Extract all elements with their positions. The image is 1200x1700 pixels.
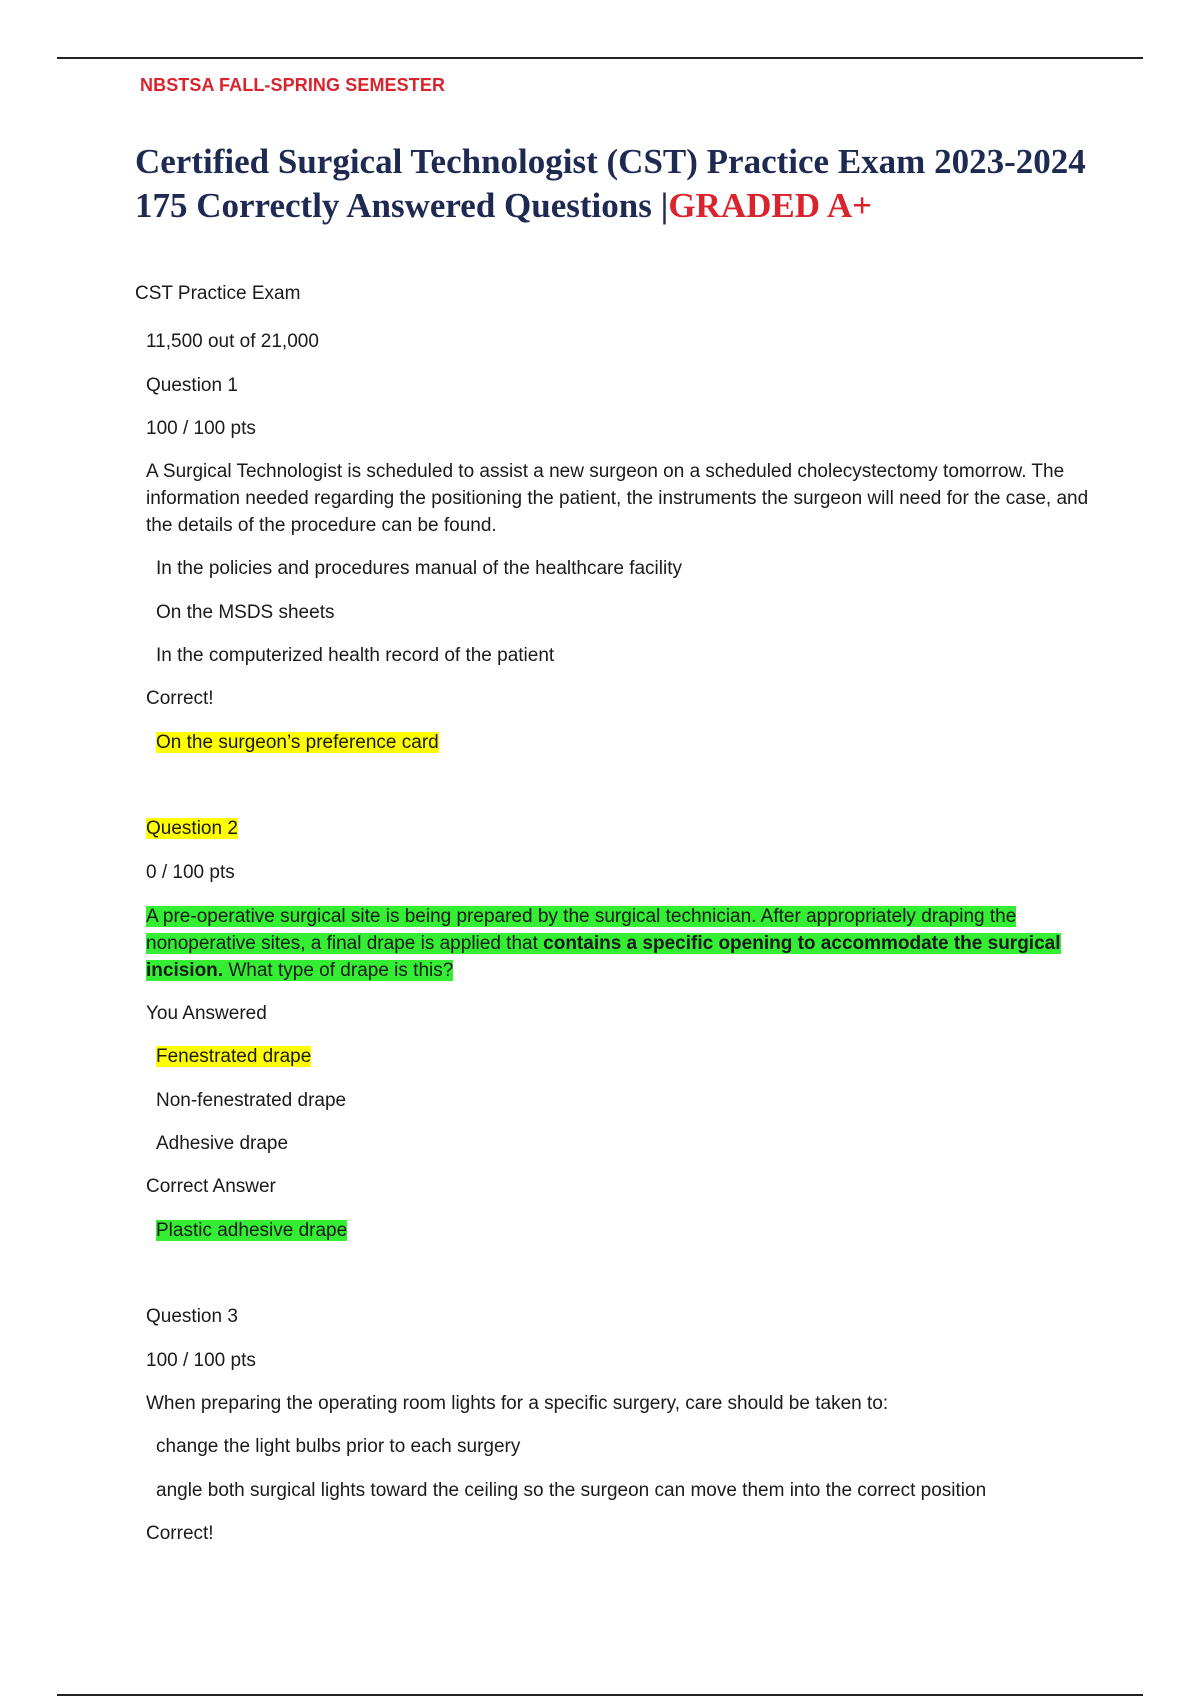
question-2-text-part2: What type of drape is this? (223, 960, 454, 981)
answered-option-highlight: Fenestrated drape (156, 1046, 312, 1067)
question-3-option-1: change the light bulbs prior to each surgery (156, 1436, 521, 1457)
question-1-text: A Surgical Technologist is scheduled to assist a new surgeon on a scheduled cholecystectomy tomorrow. The information needed regarding the positioning the patient, the instruments the surgeon will need for the case, and the details of the procedure can be found. (146, 461, 1089, 536)
top-rule (57, 57, 1143, 59)
question-2-text-bold: contains a specific opening to accommodate the surgical incision. (146, 933, 1061, 981)
question-2-text (146, 903, 1091, 984)
question-2-label (146, 817, 238, 841)
question-1-label: Question 1 (146, 375, 238, 396)
correct-option-highlight: On the surgeon’s preference card (156, 732, 439, 753)
semester-header: NBSTSA FALL-SPRING SEMESTER (140, 75, 446, 95)
question-2-text-highlight (146, 906, 1061, 981)
question-2-option-1: Non-fenestrated drape (156, 1090, 347, 1111)
question-1-result: Correct! (146, 688, 214, 709)
question-2-correct-option (156, 1219, 347, 1243)
question-2-answered-option (156, 1045, 311, 1069)
exam-score: 11,500 out of 21,000 (146, 331, 319, 352)
page-title (135, 140, 1095, 228)
question-1-option-1: In the policies and procedures manual of the healthcare facility (156, 558, 682, 579)
question-2-answered-label: You Answered (146, 1003, 267, 1024)
question-2-points: 0 / 100 pts (146, 862, 235, 883)
question-1-option-2: On the MSDS sheets (156, 602, 335, 623)
correct-option-highlight: Plastic adhesive drape (156, 1220, 348, 1241)
question-2-correct-label: Correct Answer (146, 1176, 276, 1197)
title-grade: GRADED A+ (668, 186, 873, 225)
question-2-text-part1: A pre-operative surgical site is being prepared by the surgical technician. After appropriately draping the nonoperative sites, a final drape is applied that (146, 906, 1017, 954)
question-3-label: Question 3 (146, 1306, 238, 1327)
question-3-text: When preparing the operating room lights for a specific surgery, care should be taken to: (146, 1393, 889, 1414)
title-main: Certified Surgical Technologist (CST) Practice Exam 2023-2024 175 Correctly Answered Questions | (135, 142, 1086, 225)
question-1-points: 100 / 100 pts (146, 418, 256, 439)
question-2-option-2: Adhesive drape (156, 1133, 289, 1154)
question-1-option-3: In the computerized health record of the patient (156, 645, 555, 666)
exam-name: CST Practice Exam (135, 283, 301, 304)
question-3-result: Correct! (146, 1523, 214, 1544)
question-3-points: 100 / 100 pts (146, 1350, 256, 1371)
question-2-label-highlight: Question 2 (146, 818, 238, 839)
question-1-correct-option (156, 731, 439, 755)
question-3-option-2: angle both surgical lights toward the ceiling so the surgeon can move them into the correct position (156, 1480, 987, 1501)
bottom-rule (57, 1694, 1143, 1696)
